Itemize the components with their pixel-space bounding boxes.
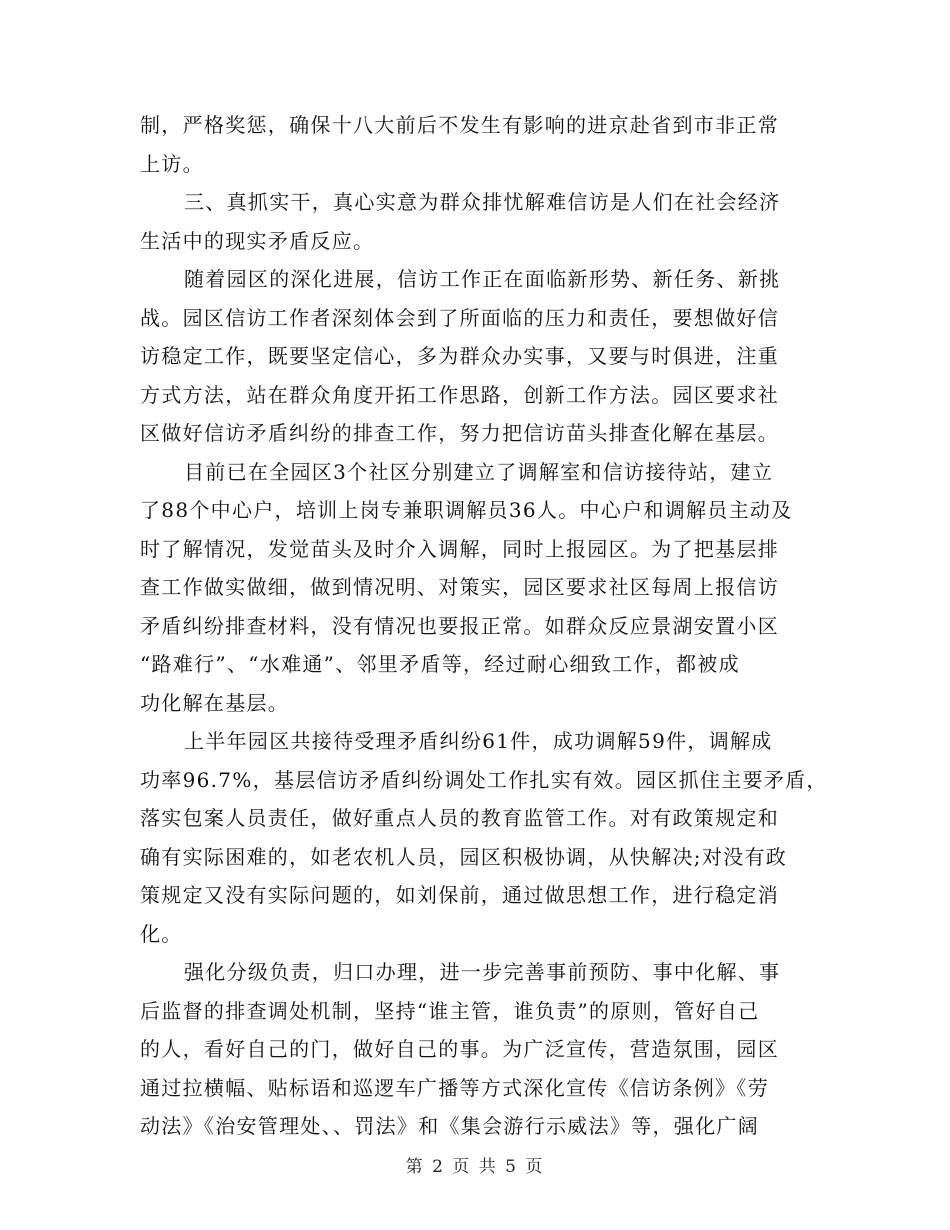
body-text: [140, 106, 830, 1146]
text-line: 生活中的现实矛盾反应。: [140, 228, 375, 253]
text-line: 查工作做实做细，做到情况明、对策实，园区要求社区每周上报信访: [140, 575, 779, 599]
paragraph-start-line: 强化分级负责，归口办理，进一步完善事前预防、事中化解、事: [184, 960, 781, 984]
text-line: 区做好信访矛盾纠纷的排查工作，努力把信访苗头排查化解在基层。: [140, 421, 779, 445]
text-line: 功率96.7%，基层信访矛盾纠纷调处工作扎实有效。园区抓住主要矛盾，: [140, 767, 828, 792]
text-line: 访稳定工作，既要坚定信心，多为群众办实事，又要与时俱进，注重: [140, 344, 779, 368]
section-heading-line: 三、真抓实干，真心实意为群众排忧解难信访是人们在社会经济: [184, 190, 781, 214]
text-line: 确有实际困难的，如老农机人员，园区积极协调，从快解决;对没有政: [140, 844, 788, 869]
text-line: 了88个中心户，培训上岗专兼职调解员36人。中心户和调解员主动及: [140, 498, 793, 522]
text-line: 上访。: [140, 151, 204, 176]
text-line: “路难行”、“水难通”、邻里矛盾等，经过耐心细致工作，都被成: [140, 652, 740, 676]
text-line: 方式方法，站在群众角度开拓工作思路，创新工作方法。园区要求社: [140, 382, 779, 407]
text-line: 的人，看好自己的门，做好自己的事。为广泛宣传，营造氛围，园区: [140, 1037, 779, 1061]
text-line: 战。园区信访工作者深刻体会到了所面临的压力和责任，要想做好信: [140, 305, 779, 330]
text-line: 后监督的排查调处机制，坚持“谁主管，谁负责”的原则，管好自己: [140, 998, 760, 1023]
paragraph-start-line: 目前已在全园区3个社区分别建立了调解室和信访接待站，建立: [184, 459, 774, 484]
text-line: 策规定又没有实际问题的，如刘保前，通过做思想工作，进行稳定消: [140, 883, 779, 907]
page-footer: 第 2 页 共 5 页: [405, 1157, 545, 1177]
text-line: 制，严格奖惩，确保十八大前后不发生有影响的进京赴省到市非正常: [140, 113, 779, 137]
paragraph-start-line: 上半年园区共接待受理矛盾纠纷61件，成功调解59件，调解成: [184, 729, 773, 753]
paragraph-start-line: 随着园区的深化进展，信访工作正在面临新形势、新任务、新挑: [184, 267, 781, 291]
text-line: 化。: [140, 921, 183, 946]
text-line: 时了解情况，发觉苗头及时介入调解，同时上报园区。为了把基层排: [140, 536, 779, 561]
text-line: 动法》《治安管理处、、罚法》和《集会游行示威法》等，强化广阔: [140, 1114, 759, 1138]
text-line: 功化解在基层。: [140, 690, 290, 715]
text-line: 矛盾纠纷排查材料，没有情况也要报正常。如群众反应景湖安置小区: [140, 613, 779, 638]
text-line: 通过拉横幅、贴标语和巡逻车广播等方式深化宣传《信访条例》《劳: [140, 1075, 769, 1100]
text-line: 落实包案人员责任，做好重点人员的教育监管工作。对有政策规定和: [140, 806, 779, 830]
